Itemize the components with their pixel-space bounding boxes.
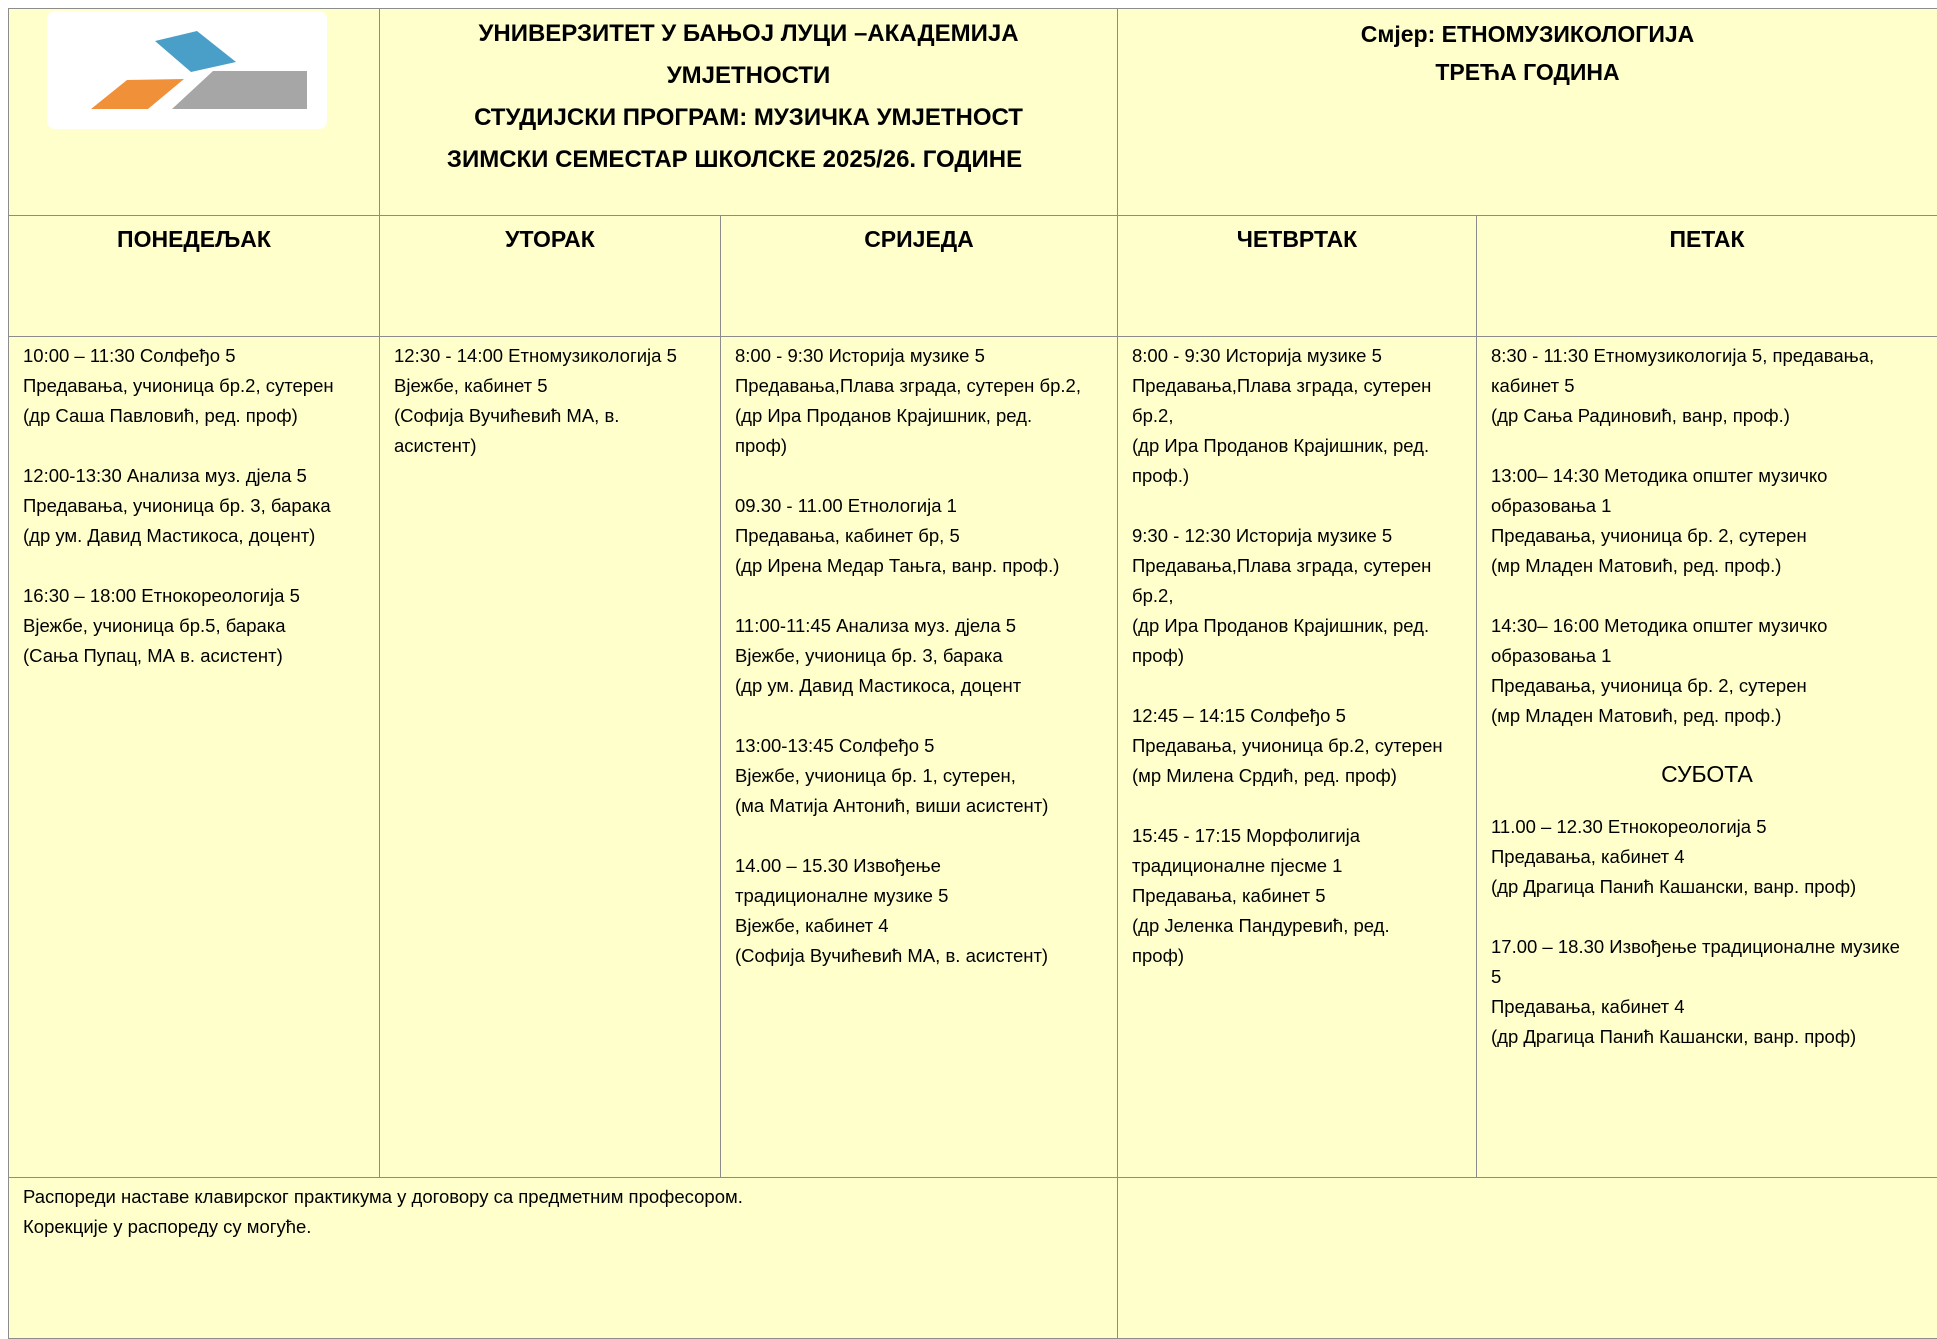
title-line-4: ЗИМСКИ СЕМЕСТАР ШКОЛСКЕ 2025/26. ГОДИНЕ	[380, 139, 1117, 181]
class-entry	[1132, 341, 1464, 491]
program-name: Смјер: ЕТНОМУЗИКОЛОГИЈА	[1118, 15, 1937, 53]
class-entry-line: Предавања,Плава зграда, сутерен	[1132, 371, 1464, 401]
title-line-3: СТУДИЈСКИ ПРОГРАМ: МУЗИЧКА УМЈЕТНОСТ	[380, 97, 1117, 139]
day-label: УТОРАК	[380, 216, 720, 253]
day-header-thursday	[1118, 216, 1477, 337]
class-entry-line: (др ум. Давид Мастикоса, доцент	[735, 671, 1105, 701]
study-year: ТРЕЋА ГОДИНА	[1118, 53, 1937, 91]
day-cell-wednesday	[721, 337, 1118, 1178]
class-entry-line: 14:30– 16:00 Методика општег музичко	[1491, 611, 1925, 641]
class-entry-line: проф)	[1132, 641, 1464, 671]
class-entry-line: (др Ира Проданов Крајишник, ред.	[1132, 431, 1464, 461]
class-entry-line: образовања 1	[1491, 491, 1925, 521]
footer-notes-cell	[9, 1178, 1118, 1339]
class-entry-line: проф)	[1132, 941, 1464, 971]
class-entry-line: 11:00-11:45 Анализа муз. дјела 5	[735, 611, 1105, 641]
day-header-monday	[9, 216, 380, 337]
class-entry-line: 14.00 – 15.30 Извођење	[735, 851, 1105, 881]
class-entry	[394, 341, 708, 461]
class-entry-line: 16:30 – 18:00 Етнокореологија 5	[23, 581, 367, 611]
day-label: ПОНЕДЕЉАК	[9, 216, 379, 253]
day-header-tuesday	[380, 216, 721, 337]
class-entry-line: (ма Матија Антонић, виши асистент)	[735, 791, 1105, 821]
class-list	[380, 337, 720, 461]
class-entry-line: традиционалне музике 5	[735, 881, 1105, 911]
class-entry-line: 09.30 - 11.00 Етнологија 1	[735, 491, 1105, 521]
class-entry	[1491, 341, 1925, 431]
class-entry	[23, 581, 367, 671]
class-entry-line: Предавања,Плава зграда, сутерен	[1132, 551, 1464, 581]
class-entry-line: бр.2,	[1132, 401, 1464, 431]
class-entry-line: Вјежбе, учионица бр.5, барака	[23, 611, 367, 641]
class-entry-line: Вјежбе, кабинет 5	[394, 371, 708, 401]
class-entry-line: (др Драгица Панић Кашански, ванр. проф)	[1491, 872, 1925, 902]
class-entry-line: (др Сања Радиновић, ванр, проф.)	[1491, 401, 1925, 431]
class-entry	[1132, 701, 1464, 791]
page-title	[380, 9, 1117, 181]
class-entry-line: кабинет 5	[1491, 371, 1925, 401]
class-entry-line: 13:00– 14:30 Методика општег музичко	[1491, 461, 1925, 491]
class-entry-line: Предавања, кабинет 5	[1132, 881, 1464, 911]
class-entry-line: Вјежбе, кабинет 4	[735, 911, 1105, 941]
class-entry	[735, 341, 1105, 461]
class-entry-line: 12:00-13:30 Анализа муз. дјела 5	[23, 461, 367, 491]
saturday-class-list	[1477, 812, 1937, 1052]
class-entry-line: (мр Младен Матовић, ред. проф.)	[1491, 551, 1925, 581]
class-entry	[1132, 521, 1464, 671]
class-entry-line: (др Саша Павловић, ред. проф)	[23, 401, 367, 431]
footer-note: Распореди наставе клавирског практикума у договору са предметним професором.	[23, 1182, 1103, 1212]
footer-notes	[9, 1178, 1117, 1246]
class-entry	[1491, 932, 1925, 1052]
class-entry-line: 8:00 - 9:30 Историја музике 5	[735, 341, 1105, 371]
class-list	[1118, 337, 1476, 971]
day-label: ЧЕТВРТАК	[1118, 216, 1476, 253]
day-cell-friday	[1477, 337, 1937, 1178]
title-line-1: УНИВЕРЗИТЕТ У БАЊОЈ ЛУЦИ –АКАДЕМИЈА	[380, 13, 1117, 55]
class-entry	[735, 731, 1105, 821]
title-cell	[380, 9, 1118, 216]
class-entry	[1132, 821, 1464, 971]
class-entry-line: (др ум. Давид Мастикоса, доцент)	[23, 521, 367, 551]
class-entry-line: Предавања, кабинет 4	[1491, 992, 1925, 1022]
class-entry	[735, 851, 1105, 971]
class-entry-line: (мр Младен Матовић, ред. проф.)	[1491, 701, 1925, 731]
class-entry-line: 8:00 - 9:30 Историја музике 5	[1132, 341, 1464, 371]
class-entry-line: (Софија Вучићевић МА, в.	[394, 401, 708, 431]
class-entry-line: Предавања, учионица бр. 2, сутерен	[1491, 521, 1925, 551]
class-entry	[1491, 461, 1925, 581]
class-entry-line: Вјежбе, учионица бр. 3, барака	[735, 641, 1105, 671]
class-entry-line: Предавања, учионица бр. 3, барака	[23, 491, 367, 521]
class-entry-line: (Софија Вучићевић МА, в. асистент)	[735, 941, 1105, 971]
class-entry	[1491, 611, 1925, 731]
class-list	[721, 337, 1117, 971]
class-list	[1477, 337, 1937, 731]
class-entry-line: (др Ира Проданов Крајишник, ред.	[1132, 611, 1464, 641]
class-entry-line: 15:45 - 17:15 Морфолигија	[1132, 821, 1464, 851]
class-entry	[23, 341, 367, 431]
class-entry-line: (др Ира Проданов Крајишник, ред.	[735, 401, 1105, 431]
class-entry-line: Предавања, учионица бр.2, сутерен	[23, 371, 367, 401]
program-info	[1118, 9, 1937, 91]
class-entry-line: асистент)	[394, 431, 708, 461]
class-entry-line: бр.2,	[1132, 581, 1464, 611]
class-entry-line: проф)	[735, 431, 1105, 461]
class-entry-line: образовања 1	[1491, 641, 1925, 671]
class-entry-line: 8:30 - 11:30 Етномузикологија 5, предавања,	[1491, 341, 1925, 371]
class-entry-line: (Сања Пупац, МА в. асистент)	[23, 641, 367, 671]
class-entry-line: Предавања, учионица бр.2, сутерен	[1132, 731, 1464, 761]
class-entry-line: Предавања,Плава зграда, сутерен бр.2,	[735, 371, 1105, 401]
day-header-wednesday	[721, 216, 1118, 337]
class-entry	[735, 611, 1105, 701]
footer-note: Корекције у распореду су могуће.	[23, 1212, 1103, 1242]
class-entry-line: 11.00 – 12.30 Етнокореологија 5	[1491, 812, 1925, 842]
academy-logo	[47, 11, 327, 129]
class-entry-line: 17.00 – 18.30 Извођење традиционалне музике	[1491, 932, 1925, 962]
schedule-table	[8, 8, 1937, 1339]
footer-empty-cell	[1118, 1178, 1937, 1339]
day-label: СРИЈЕДА	[721, 216, 1117, 253]
class-entry	[735, 491, 1105, 581]
day-cell-monday	[9, 337, 380, 1178]
class-entry-line: проф.)	[1132, 461, 1464, 491]
logo-icon	[47, 11, 327, 129]
title-line-2: УМЈЕТНОСТИ	[380, 55, 1117, 97]
class-entry-line: (др Ирена Медар Тањга, ванр. проф.)	[735, 551, 1105, 581]
class-entry	[23, 461, 367, 551]
class-entry-line: традиционалне пјесме 1	[1132, 851, 1464, 881]
day-cell-thursday	[1118, 337, 1477, 1178]
class-entry-line: (др Драгица Панић Кашански, ванр. проф)	[1491, 1022, 1925, 1052]
class-entry-line: 9:30 - 12:30 Историја музике 5	[1132, 521, 1464, 551]
saturday-label: СУБОТА	[1477, 761, 1937, 788]
class-entry-line: 10:00 – 11:30 Солфеђо 5	[23, 341, 367, 371]
class-entry-line: 13:00-13:45 Солфеђо 5	[735, 731, 1105, 761]
class-list	[9, 337, 379, 671]
class-entry-line: Предавања, кабинет 4	[1491, 842, 1925, 872]
class-entry-line: 12:30 - 14:00 Етномузикологија 5	[394, 341, 708, 371]
class-entry-line: Вјежбе, учионица бр. 1, сутерен,	[735, 761, 1105, 791]
class-entry-line: 5	[1491, 962, 1925, 992]
class-entry-line: (мр Милена Срдић, ред. проф)	[1132, 761, 1464, 791]
class-entry-line: Предавања, кабинет бр, 5	[735, 521, 1105, 551]
class-entry-line: (др Јеленка Пандуревић, ред.	[1132, 911, 1464, 941]
class-entry-line: Предавања, учионица бр. 2, сутерен	[1491, 671, 1925, 701]
day-header-friday	[1477, 216, 1937, 337]
day-cell-tuesday	[380, 337, 721, 1178]
day-label: ПЕТАК	[1477, 216, 1937, 253]
class-entry	[1491, 812, 1925, 902]
class-entry-line: 12:45 – 14:15 Солфеђо 5	[1132, 701, 1464, 731]
logo-cell	[9, 9, 380, 216]
program-cell	[1118, 9, 1937, 216]
